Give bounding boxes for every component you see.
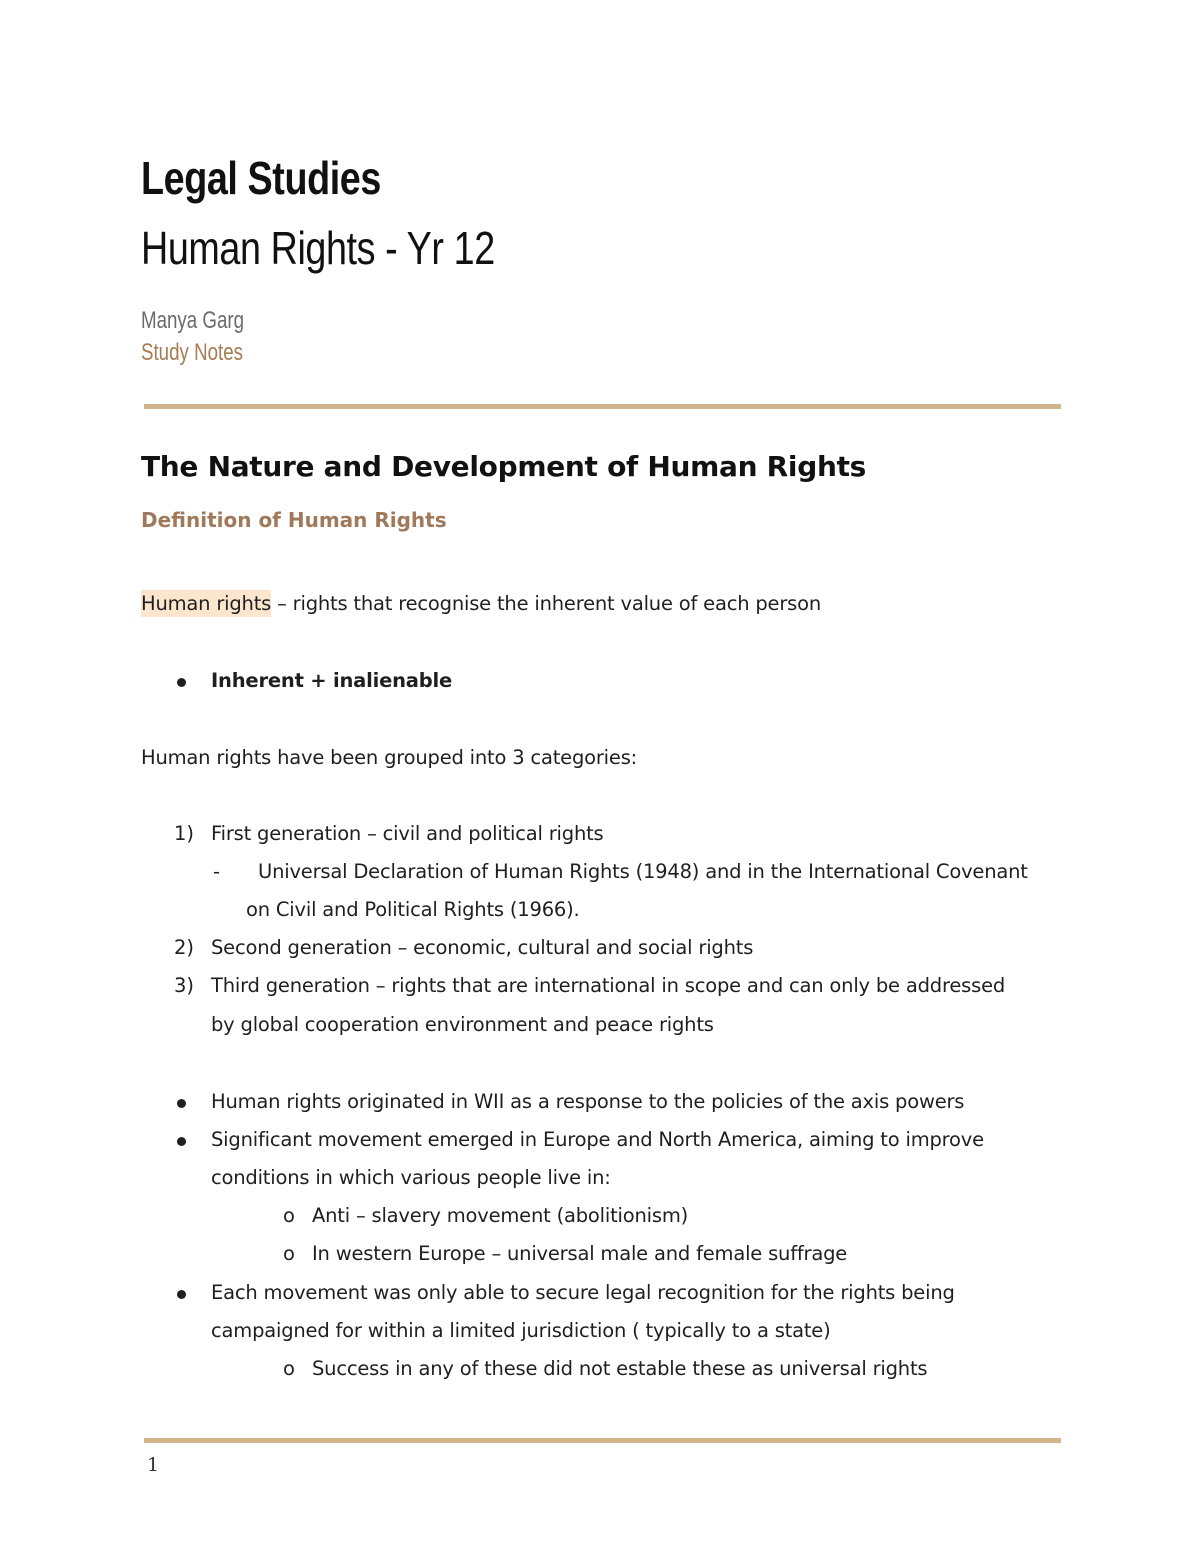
category-first-detail-line1: Universal Declaration of Human Rights (1948) and in the International Covenant — [258, 860, 1028, 883]
sub-bullet-marker: o — [283, 1204, 295, 1227]
category-first-generation: First generation – civil and political rights — [211, 822, 604, 845]
header-divider — [144, 404, 1061, 409]
bullet-dot — [177, 1099, 186, 1108]
sub-bullet-suffrage: In western Europe – universal male and female suffrage — [312, 1242, 848, 1265]
dash-marker: - — [213, 860, 221, 883]
author-name: Manya Garg — [141, 307, 245, 334]
list-marker: 1) — [174, 822, 195, 845]
bullet-movement-line1: Significant movement emerged in Europe and North America, aiming to improve — [211, 1128, 984, 1151]
sub-bullet-universal: Success in any of these did not estable these as universal rights — [312, 1357, 928, 1380]
categories-intro: Human rights have been grouped into 3 categories: — [141, 746, 638, 769]
bullet-dot — [177, 1137, 186, 1146]
bullet-recognition-line1: Each movement was only able to secure legal recognition for the rights being — [211, 1281, 955, 1304]
bullet-movement-line2: conditions in which various people live in: — [211, 1166, 611, 1189]
sub-bullet-marker: o — [283, 1357, 295, 1380]
bullet-recognition-line2: campaigned for within a limited jurisdiction ( typically to a state) — [211, 1319, 831, 1342]
study-notes-label: Study Notes — [141, 339, 243, 366]
sub-bullet-marker: o — [283, 1242, 295, 1265]
list-marker: 2) — [174, 936, 195, 959]
category-second-generation: Second generation – economic, cultural and social rights — [211, 936, 754, 959]
category-first-detail-line2: on Civil and Political Rights (1966). — [246, 898, 580, 921]
document-subtitle: Human Rights - Yr 12 — [141, 222, 495, 274]
definition-paragraph — [141, 589, 821, 619]
section-heading: The Nature and Development of Human Rights — [141, 450, 867, 483]
highlighted-term: Human rights — [141, 592, 272, 615]
footer-divider — [144, 1438, 1061, 1443]
sub-bullet-abolitionism: Anti – slavery movement (abolitionism) — [312, 1204, 689, 1227]
page-number: 1 — [147, 1454, 160, 1476]
document-title: Legal Studies — [141, 152, 381, 204]
bullet-dot — [177, 1290, 186, 1299]
category-third-generation-line1: Third generation – rights that are international in scope and can only be addressed — [211, 974, 1006, 997]
section-subheading: Definition of Human Rights — [141, 508, 447, 532]
definition-text: – rights that recognise the inherent value of each person — [271, 592, 822, 615]
list-marker: 3) — [174, 974, 195, 997]
category-third-generation-line2: by global cooperation environment and peace rights — [211, 1013, 714, 1036]
bullet-dot — [177, 678, 186, 687]
bullet-origin: Human rights originated in WII as a response to the policies of the axis powers — [211, 1090, 965, 1113]
bullet-inherent: Inherent + inalienable — [211, 669, 453, 692]
